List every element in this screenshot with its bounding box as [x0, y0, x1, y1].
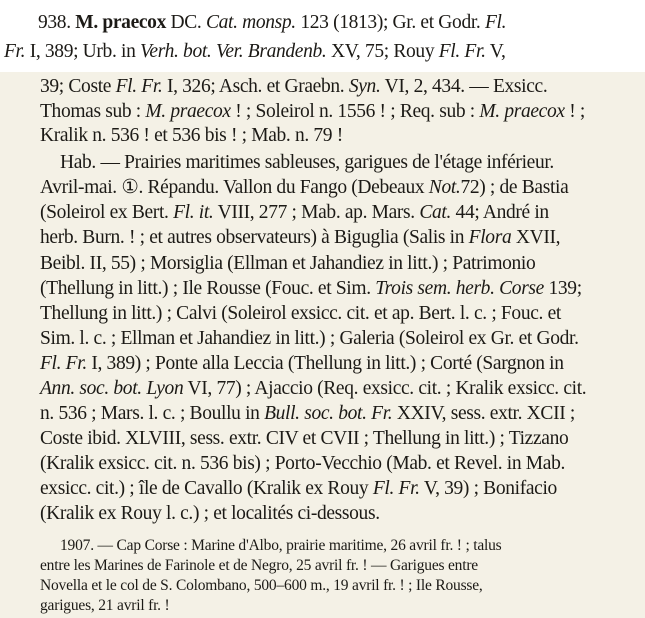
- habitat-line-8: Sim. l. c. ; Ellman et Jahandiez in litt.) ; Galeria (Soleirol ex Gr. et Godr.: [40, 328, 579, 349]
- habitat-line-7: Thellung in litt.) ; Calvi (Soleirol exsicc. cit. et ap. Bert. l. c. ; Fouc. et: [40, 303, 561, 324]
- habitat-line-9: Fl. Fr. I, 389) ; Ponte alla Leccia (Thellung in litt.) ; Corté (Sargnon in: [40, 353, 564, 374]
- entry-line-2: Fr. I, 389; Urb. in Verh. bot. Ver. Brandenb. XV, 75; Rouy Fl. Fr. V,: [4, 41, 506, 62]
- habitat-line-4: herb. Burn. ! ; et autres observateurs) à Biguglia (Salis in Flora XVII,: [40, 227, 561, 248]
- note-line-3: Novella et le col de S. Colombano, 500–600 m., 19 avril fr. ! ; Ile Rousse,: [40, 577, 483, 594]
- habitat-line-15: (Kralik ex Rouy l. c.) ; et localités ci-dessous.: [40, 503, 380, 524]
- entry-line-4: Thomas sub : M. praecox ! ; Soleirol n. 1556 ! ; Req. sub : M. praecox ! ;: [40, 101, 585, 122]
- habitat-line-12: Coste ibid. XLVIII, sess. extr. CIV et CVII ; Thellung in litt.) ; Tizzano: [40, 428, 569, 449]
- entry-line-3: 39; Coste Fl. Fr. I, 326; Asch. et Graebn. Syn. VI, 2, 434. — Exsicc.: [40, 76, 548, 97]
- habitat-line-10: Ann. soc. bot. Lyon VI, 77) ; Ajaccio (Req. exsicc. cit. ; Kralik exsicc. cit.: [40, 378, 587, 399]
- note-line-1: 1907. — Cap Corse : Marine d'Albo, prairie maritime, 26 avril fr. ! ; talus: [60, 537, 502, 554]
- taxon-name: M. praecox: [75, 12, 166, 33]
- habitat-line-6: (Thellung in litt.) ; Ile Rousse (Fouc. et Sim. Trois sem. herb. Corse 139;: [40, 278, 582, 299]
- habitat-line-14: exsicc. cit.) ; île de Cavallo (Kralik ex Rouy Fl. Fr. V, 39) ; Bonifacio: [40, 478, 557, 499]
- habitat-line-11: n. 536 ; Mars. l. c. ; Boullu in Bull. soc. bot. Fr. XXIV, sess. extr. XCII ;: [40, 403, 575, 424]
- note-line-4: garigues, 21 avril fr. !: [40, 597, 170, 614]
- habitat-line-1: Hab. — Prairies maritimes sableuses, garigues de l'étage inférieur.: [60, 152, 554, 173]
- habitat-line-2: Avril-mai. ①. Répandu. Vallon du Fango (Debeaux Not.72) ; de Bastia: [40, 177, 569, 198]
- entry-line-1: 938. M. praecox DC. Cat. monsp. 123 (1813); Gr. et Godr. Fl.: [38, 12, 507, 33]
- habitat-line-13: (Kralik exsicc. cit. n. 536 bis) ; Porto-Vecchio (Mab. et Revel. in Mab.: [40, 453, 565, 474]
- habitat-line-5: Beibl. II, 55) ; Morsiglia (Ellman et Jahandiez in litt.) ; Patrimonio: [40, 253, 536, 274]
- entry-number: 938.: [38, 12, 71, 33]
- entry-line-5: Kralik n. 536 ! et 536 bis ! ; Mab. n. 79 !: [40, 125, 343, 146]
- note-line-2: entre les Marines de Farinole et de Negro, 25 avril fr. ! — Garigues entre: [40, 557, 478, 574]
- habitat-line-3: (Soleirol ex Bert. Fl. it. VIII, 277 ; Mab. ap. Mars. Cat. 44; André in: [40, 202, 549, 223]
